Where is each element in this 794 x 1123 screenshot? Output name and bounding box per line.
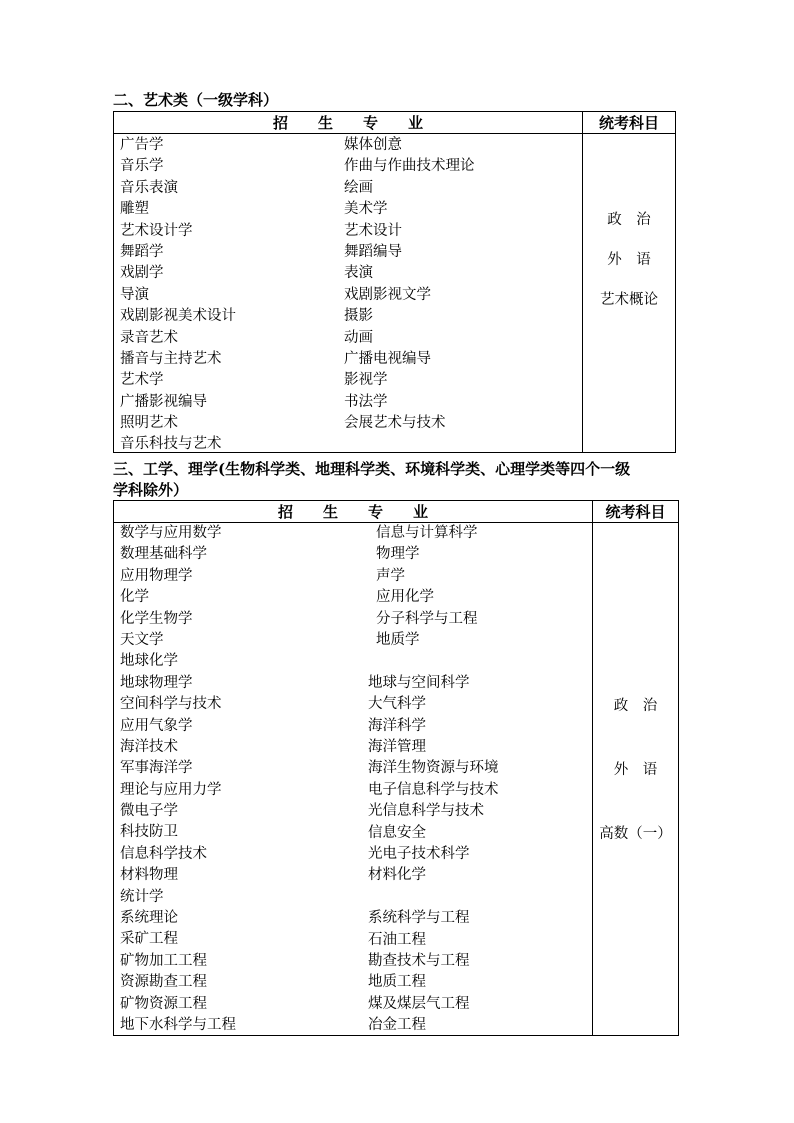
major-item: 冶金工程 <box>368 1017 426 1034</box>
sci-majors-left-column <box>120 523 236 1036</box>
art-subject-art-theory: 艺术概论 <box>600 292 658 308</box>
art-majors-left-column <box>120 135 236 456</box>
major-item: 影视学 <box>344 372 388 389</box>
sci-subjects-cell <box>593 523 679 1036</box>
major-item: 电子信息科学与技术 <box>368 781 499 798</box>
major-item: 地球物理学 <box>120 674 193 691</box>
major-item: 大气科学 <box>368 696 426 713</box>
major-item: 空间科学与技术 <box>120 696 222 713</box>
art-subjects-cell <box>583 134 676 453</box>
art-majors-cell <box>114 134 583 453</box>
major-item: 播音与主持艺术 <box>120 350 222 367</box>
major-item: 照明艺术 <box>120 415 178 432</box>
major-item: 艺术学 <box>120 372 164 389</box>
major-item: 地球化学 <box>120 653 178 670</box>
major-item: 广告学 <box>120 137 164 153</box>
sci-majors-right-column-lower <box>368 908 470 1036</box>
sci-table-header <box>114 501 679 523</box>
art-table <box>113 111 676 453</box>
major-item: 海洋技术 <box>120 738 178 755</box>
major-item: 广播影视编导 <box>120 393 207 410</box>
major-item: 天文学 <box>120 631 164 648</box>
major-item: 作曲与作曲技术理论 <box>344 158 475 175</box>
major-item: 微电子学 <box>120 803 178 820</box>
major-item: 信息安全 <box>368 824 426 841</box>
major-item: 应用化学 <box>376 589 434 606</box>
major-item: 艺术设计学 <box>120 222 193 239</box>
major-item: 勘查技术与工程 <box>368 952 470 969</box>
major-item: 化学 <box>120 589 149 606</box>
art-header-major: 招 生 专 业 <box>114 112 583 134</box>
major-item: 录音艺术 <box>120 329 178 346</box>
major-item: 音乐学 <box>120 158 164 175</box>
major-item: 统计学 <box>120 888 164 905</box>
sci-header-subject: 统考科目 <box>593 501 679 523</box>
major-item: 矿物资源工程 <box>120 995 207 1012</box>
sci-majors-right-column-middle <box>368 673 499 887</box>
major-item: 声学 <box>376 567 405 584</box>
art-subject-foreign-language: 外 语 <box>607 252 651 268</box>
major-item: 音乐表演 <box>120 179 178 196</box>
major-item: 应用物理学 <box>120 567 193 584</box>
major-item: 数理基础科学 <box>120 546 207 563</box>
major-item: 戏剧影视美术设计 <box>120 308 236 325</box>
sci-subject-foreign-language: 外 语 <box>613 762 658 778</box>
major-item: 摄影 <box>344 308 373 325</box>
major-item: 海洋科学 <box>368 717 426 734</box>
major-item: 系统理论 <box>120 910 178 927</box>
sci-subject-math-one: 高数（一） <box>599 826 672 842</box>
major-item: 信息科学技术 <box>120 845 207 862</box>
sci-subject-politics: 政 治 <box>613 698 658 714</box>
major-item: 石油工程 <box>368 931 426 948</box>
major-item: 艺术设计 <box>344 222 402 239</box>
major-item: 采矿工程 <box>120 931 178 948</box>
major-item: 科技防卫 <box>120 824 178 841</box>
major-item: 舞蹈编导 <box>344 243 402 260</box>
major-item: 信息与计算科学 <box>376 525 478 541</box>
major-item: 表演 <box>344 265 373 282</box>
major-item: 矿物加工工程 <box>120 952 207 969</box>
sci-majors-right-column-upper <box>376 523 478 651</box>
sci-table <box>113 500 679 1036</box>
major-item: 地球与空间科学 <box>368 674 470 691</box>
section-art-heading: 二、艺术类（一级学科） <box>113 91 279 109</box>
major-item: 美术学 <box>344 201 388 218</box>
major-item: 戏剧学 <box>120 265 164 282</box>
major-item: 地下水科学与工程 <box>120 1016 236 1033</box>
sci-header-major: 招 生 专 业 <box>114 501 593 523</box>
major-item: 理论与应用力学 <box>120 781 222 798</box>
major-item: 导演 <box>120 286 149 303</box>
major-item: 应用气象学 <box>120 717 193 734</box>
major-item: 广播电视编导 <box>344 350 431 367</box>
major-item: 材料物理 <box>120 867 178 884</box>
major-item: 会展艺术与技术 <box>344 415 446 432</box>
major-item: 军事海洋学 <box>120 760 193 777</box>
major-item: 光电子技术科学 <box>368 845 470 862</box>
major-item: 数学与应用数学 <box>120 525 222 541</box>
major-item: 化学生物学 <box>120 610 193 627</box>
major-item: 媒体创意 <box>344 137 402 153</box>
major-item: 海洋生物资源与环境 <box>368 760 499 777</box>
sci-majors-cell <box>114 523 593 1036</box>
art-subject-politics: 政 治 <box>607 212 651 228</box>
major-item: 戏剧影视文学 <box>344 286 431 303</box>
major-item: 舞蹈学 <box>120 243 164 260</box>
major-item: 物理学 <box>376 546 420 563</box>
art-header-subject: 统考科目 <box>583 112 676 134</box>
section-sci-heading-line2: 学科除外） <box>113 481 189 499</box>
major-item: 煤及煤层气工程 <box>368 995 470 1012</box>
major-item: 绘画 <box>344 179 373 196</box>
art-table-header <box>114 112 676 134</box>
art-majors-right-column <box>344 135 475 434</box>
major-item: 材料化学 <box>368 867 426 884</box>
major-item: 光信息科学与技术 <box>368 803 484 820</box>
major-item: 海洋管理 <box>368 738 426 755</box>
major-item: 系统科学与工程 <box>368 910 470 927</box>
major-item: 音乐科技与艺术 <box>120 436 222 453</box>
major-item: 资源勘查工程 <box>120 974 207 991</box>
major-item: 动画 <box>344 329 373 346</box>
major-item: 书法学 <box>344 393 388 410</box>
major-item: 雕塑 <box>120 201 149 218</box>
section-sci-heading-line1: 三、工学、理学(生物科学类、地理科学类、环境科学类、心理学类等四个一级 <box>113 460 631 478</box>
major-item: 分子科学与工程 <box>376 610 478 627</box>
major-item: 地质学 <box>376 631 420 648</box>
major-item: 地质工程 <box>368 974 426 991</box>
